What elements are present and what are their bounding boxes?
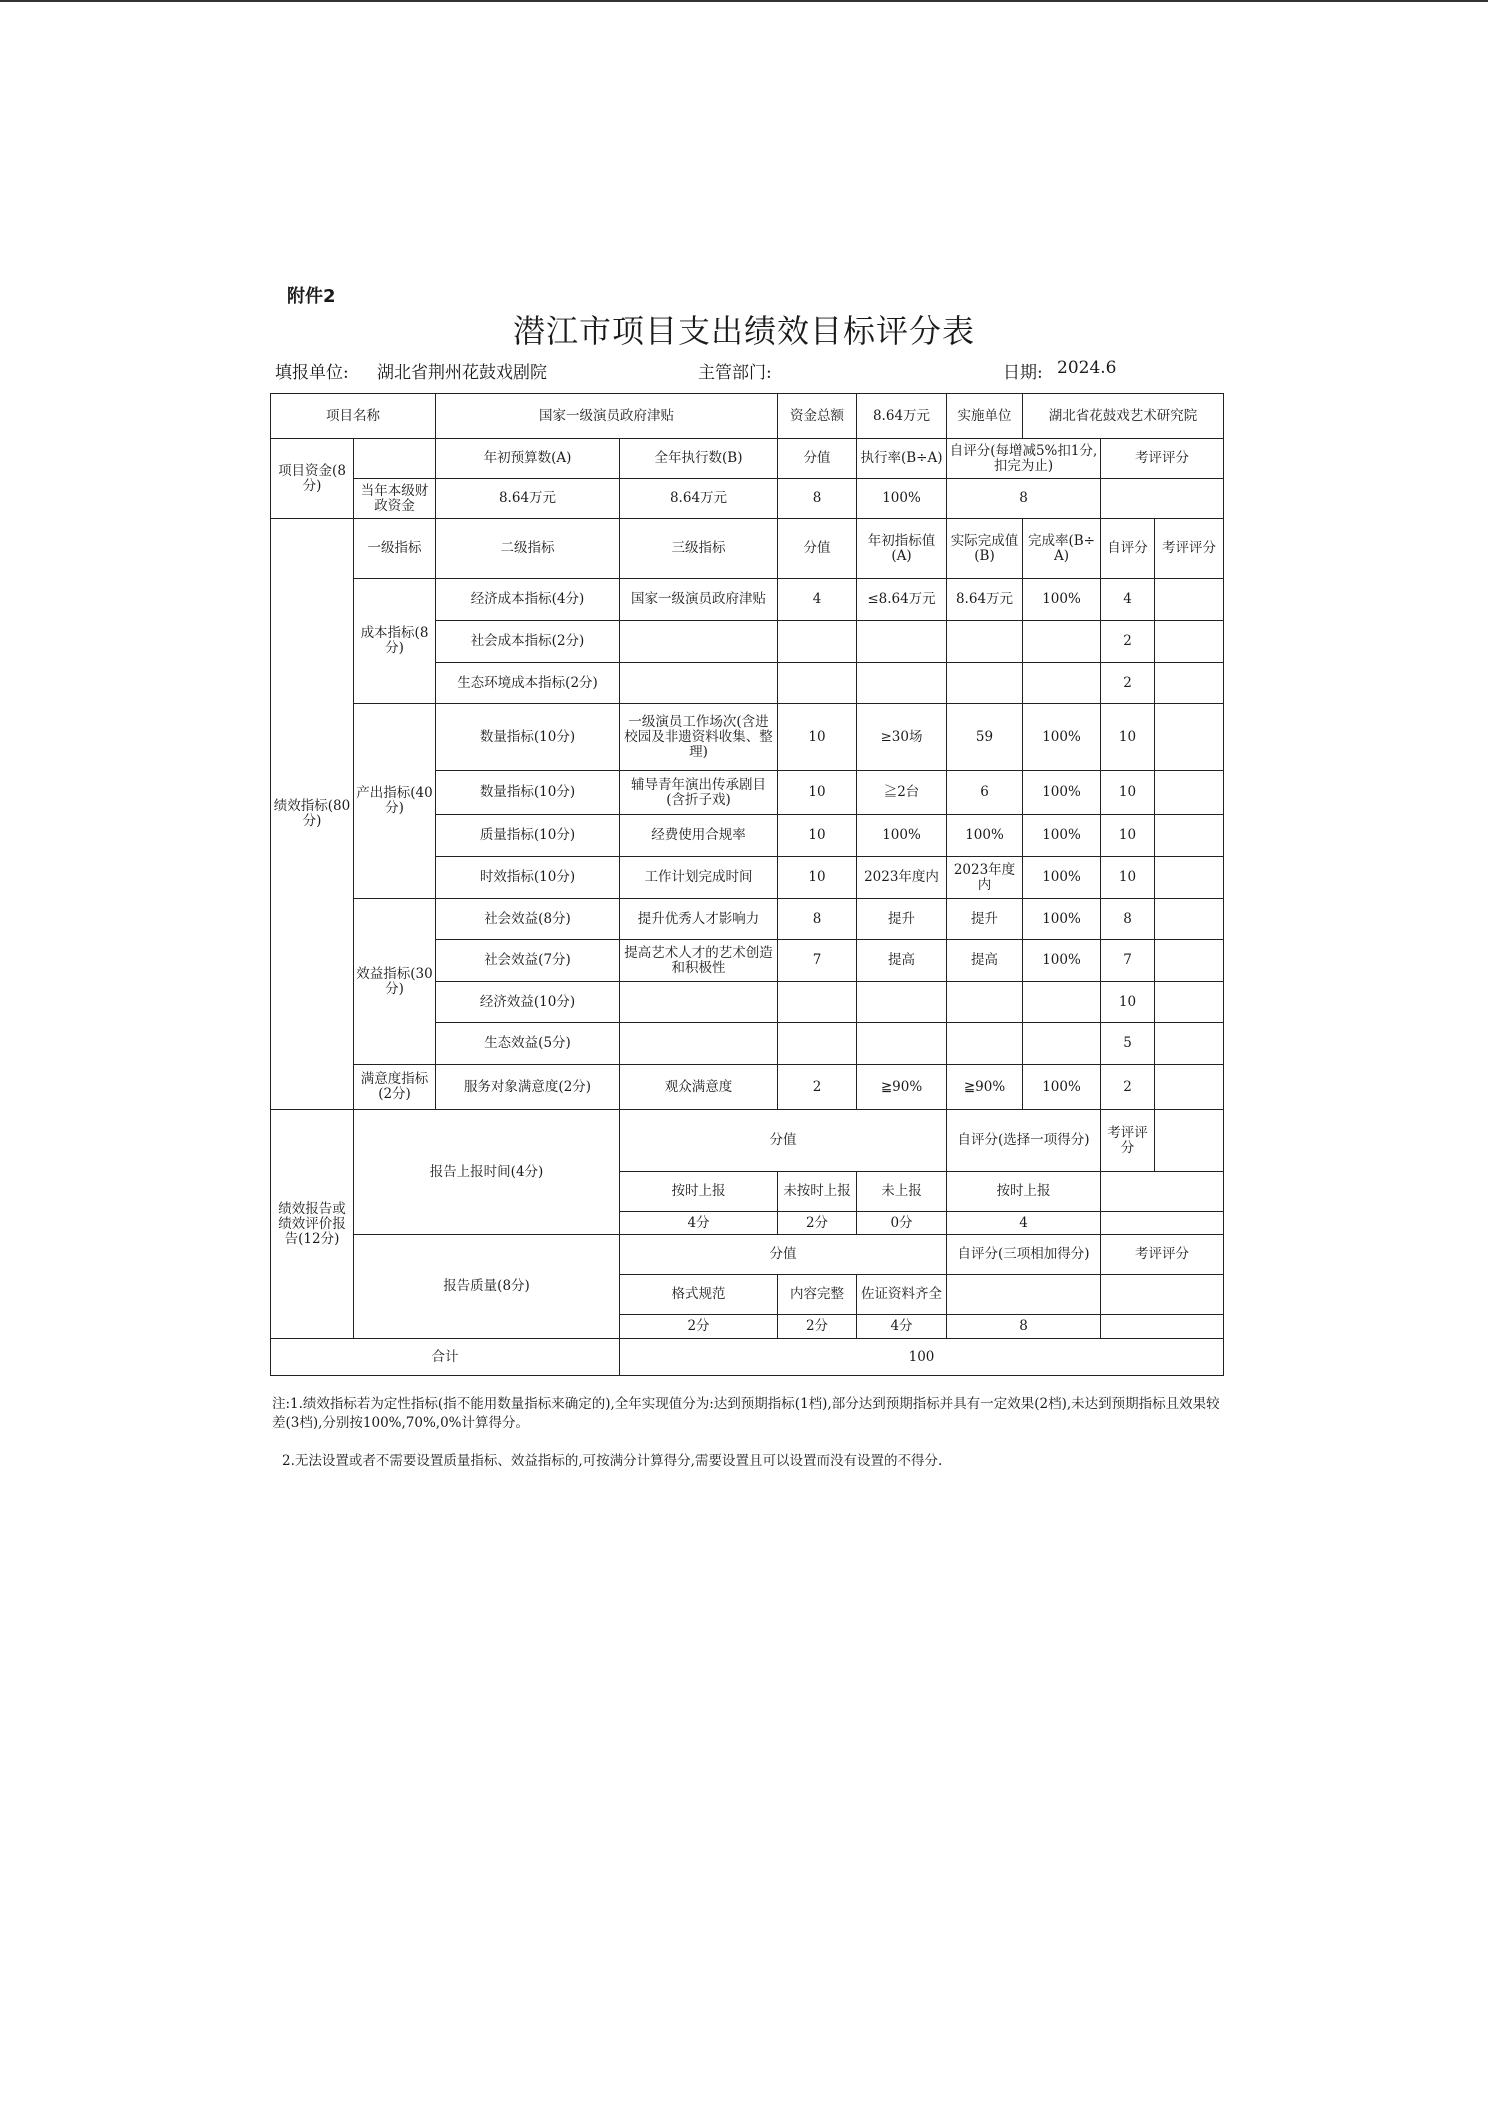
score-cell: 4 (778, 579, 857, 621)
target-cell: ≧90% (857, 1065, 947, 1110)
table-row (271, 704, 1224, 771)
review-cell (1155, 857, 1224, 899)
quality-self-score: 8 (947, 1315, 1101, 1339)
review-value (1101, 479, 1224, 519)
table-row (271, 439, 1224, 479)
dept-label: 主管部门: (698, 363, 772, 383)
empty-cell (1101, 1172, 1224, 1212)
l2-cell: 经济效益(10分) (436, 982, 620, 1023)
l2-cell: 生态效益(5分) (436, 1023, 620, 1065)
content-label: 内容完整 (778, 1275, 857, 1315)
table-row (271, 1235, 1224, 1275)
funds-row-label: 当年本级财政资金 (354, 479, 436, 519)
l2-cell: 社会成本指标(2分) (436, 621, 620, 663)
exec-value: 8.64万元 (620, 479, 778, 519)
self-cell: 10 (1101, 857, 1155, 899)
opt-on-time: 按时上报 (620, 1172, 778, 1212)
l2-cell: 经济成本指标(4分) (436, 579, 620, 621)
score-cell: 10 (778, 771, 857, 815)
score-cell: 8 (778, 899, 857, 940)
actual-cell (947, 982, 1023, 1023)
report-section-label: 绩效报告或绩效评价报告(12分) (271, 1110, 354, 1339)
score-cell (778, 621, 857, 663)
note-2: 2.无法设置或者不需要设置质量指标、效益指标的,可按满分计算得分,需要设置且可以设置而没有设置的不得分. (282, 1453, 943, 1469)
actual-cell: 提升 (947, 899, 1023, 940)
project-name-label: 项目名称 (271, 394, 436, 439)
rate-value: 100% (857, 479, 947, 519)
rate-cell (1023, 1023, 1101, 1065)
self-cell: 10 (1101, 982, 1155, 1023)
actual-cell: 6 (947, 771, 1023, 815)
score-cell: 2 (778, 1065, 857, 1110)
report-quality-label: 报告质量(8分) (354, 1235, 620, 1339)
rate-header: 完成率(B÷A) (1023, 519, 1101, 579)
rate-cell: 100% (1023, 899, 1101, 940)
review-cell (1155, 982, 1224, 1023)
unit-label: 填报单位: (275, 363, 349, 383)
review-cell (1155, 663, 1224, 704)
self-cell: 10 (1101, 771, 1155, 815)
review-cell (1155, 621, 1224, 663)
l2-cell: 服务对象满意度(2分) (436, 1065, 620, 1110)
l3-cell: 国家一级演员政府津贴 (620, 579, 778, 621)
note-1: 注:1.绩效指标若为定性指标(指不能用数量指标来确定的),全年实现值分为:达到预期指标(1档),部分达到预期指标并具有一定效果(2档),未达到预期指标且效果较差(3档),分别按100%,70%,0%计算得分。 (272, 1396, 1220, 1431)
score-cell: 10 (778, 704, 857, 771)
score-cell (778, 982, 857, 1023)
impl-unit-label: 实施单位 (947, 394, 1023, 439)
rate-cell: 100% (1023, 857, 1101, 899)
page-top-border (0, 0, 1488, 2)
score-cell (778, 1023, 857, 1065)
funds-section-label: 项目资金(8分) (271, 439, 354, 519)
target-cell (857, 663, 947, 704)
project-name-value: 国家一级演员政府津贴 (436, 394, 778, 439)
output-group-label: 产出指标(40分) (354, 704, 436, 899)
impl-unit-value: 湖北省花鼓戏艺术研究院 (1023, 394, 1224, 439)
self-cell: 2 (1101, 1065, 1155, 1110)
l2-cell: 生态环境成本指标(2分) (436, 663, 620, 704)
l2-cell: 社会效益(7分) (436, 940, 620, 982)
cost-group-label: 成本指标(8分) (354, 579, 436, 704)
target-cell: 100% (857, 815, 947, 857)
self-header: 自评分 (1101, 519, 1155, 579)
review-header: 考评评分 (1155, 519, 1224, 579)
review-cell (1155, 771, 1224, 815)
rate-cell: 100% (1023, 1065, 1101, 1110)
report-time-label: 报告上报时间(4分) (354, 1110, 620, 1235)
table-row (271, 394, 1224, 439)
evidence-score: 4分 (857, 1315, 947, 1339)
target-cell: 提升 (857, 899, 947, 940)
empty-cell (1101, 1315, 1224, 1339)
l3-cell: 工作计划完成时间 (620, 857, 778, 899)
actual-cell: 提高 (947, 940, 1023, 982)
target-cell (857, 1023, 947, 1065)
rate-cell: 100% (1023, 940, 1101, 982)
self-cell: 8 (1101, 899, 1155, 940)
self-add-header: 自评分(三项相加得分) (947, 1235, 1101, 1275)
review-header: 考评评分 (1101, 1235, 1224, 1275)
review-cell (1155, 1065, 1224, 1110)
l3-cell: 辅导青年演出传承剧目(含折子戏) (620, 771, 778, 815)
quality-score-header: 分值 (620, 1235, 947, 1275)
empty-cell (354, 439, 436, 479)
actual-cell (947, 663, 1023, 704)
actual-cell (947, 621, 1023, 663)
opt-none-score: 0分 (857, 1212, 947, 1235)
target-cell: 提高 (857, 940, 947, 982)
l3-cell: 经费使用合规率 (620, 815, 778, 857)
self-cell: 2 (1101, 663, 1155, 704)
opt-on-time-score: 4分 (620, 1212, 778, 1235)
evidence-label: 佐证资料齐全 (857, 1275, 947, 1315)
self-cell: 7 (1101, 940, 1155, 982)
content-score: 2分 (778, 1315, 857, 1339)
review-cell (1155, 815, 1224, 857)
total-value: 100 (620, 1339, 1224, 1376)
table-row (271, 1065, 1224, 1110)
self-score-value: 8 (947, 479, 1101, 519)
actual-cell: 59 (947, 704, 1023, 771)
self-cell: 10 (1101, 704, 1155, 771)
l3-cell: 提升优秀人才影响力 (620, 899, 778, 940)
time-self-score: 4 (947, 1212, 1101, 1235)
unit-value: 湖北省荆州花鼓戏剧院 (377, 363, 547, 383)
rate-cell (1023, 982, 1101, 1023)
score-header: 分值 (778, 519, 857, 579)
actual-cell: 100% (947, 815, 1023, 857)
actual-cell: 8.64万元 (947, 579, 1023, 621)
table-row (271, 519, 1224, 579)
report-score-header: 分值 (620, 1110, 947, 1172)
l2-cell: 数量指标(10分) (436, 704, 620, 771)
review-header: 考评评分 (1101, 1110, 1155, 1172)
l3-cell (620, 1023, 778, 1065)
target-cell: ≤8.64万元 (857, 579, 947, 621)
benefit-group-label: 效益指标(30分) (354, 899, 436, 1065)
review-cell (1155, 940, 1224, 982)
budget-value: 8.64万元 (436, 479, 620, 519)
self-score-header: 自评分(每增减5%扣1分,扣完为止) (947, 439, 1101, 479)
target-cell: ≥30场 (857, 704, 947, 771)
l3-cell: 提高艺术人才的艺术创造和积极性 (620, 940, 778, 982)
score-cell: 10 (778, 857, 857, 899)
budget-header: 年初预算数(A) (436, 439, 620, 479)
score-table (270, 393, 1224, 1376)
actual-cell (947, 1023, 1023, 1065)
review-cell (1155, 704, 1224, 771)
review-cell (1155, 1023, 1224, 1065)
date-value: 2024.6 (1057, 358, 1117, 378)
opt-late-score: 2分 (778, 1212, 857, 1235)
self-choose-header: 自评分(选择一项得分) (947, 1110, 1101, 1172)
self-cell: 5 (1101, 1023, 1155, 1065)
exec-header: 全年执行数(B) (620, 439, 778, 479)
score-cell: 7 (778, 940, 857, 982)
actual-header: 实际完成值(B) (947, 519, 1023, 579)
opt-late: 未按时上报 (778, 1172, 857, 1212)
rate-cell (1023, 621, 1101, 663)
table-row (271, 1339, 1224, 1376)
empty-cell (947, 1275, 1101, 1315)
l2-header: 二级指标 (436, 519, 620, 579)
empty-cell (1155, 1110, 1224, 1172)
page-title: 潜江市项目支出绩效目标评分表 (512, 312, 975, 350)
l3-header: 三级指标 (620, 519, 778, 579)
l3-cell (620, 621, 778, 663)
score-header: 分值 (778, 439, 857, 479)
l3-cell (620, 982, 778, 1023)
time-self-label: 按时上报 (947, 1172, 1101, 1212)
l3-cell: 观众满意度 (620, 1065, 778, 1110)
score-value: 8 (778, 479, 857, 519)
target-header: 年初指标值(A) (857, 519, 947, 579)
total-funds-label: 资金总额 (778, 394, 857, 439)
rate-cell (1023, 663, 1101, 704)
score-cell (778, 663, 857, 704)
rate-header: 执行率(B÷A) (857, 439, 947, 479)
l3-cell (620, 663, 778, 704)
l3-cell: 一级演员工作场次(含进校园及非遗资料收集、整理) (620, 704, 778, 771)
attachment-label: 附件2 (287, 286, 336, 307)
actual-cell: ≧90% (947, 1065, 1023, 1110)
rate-cell: 100% (1023, 704, 1101, 771)
empty-cell (1101, 1275, 1224, 1315)
table-row (271, 579, 1224, 621)
date-label: 日期: (1003, 363, 1043, 383)
format-score: 2分 (620, 1315, 778, 1339)
satis-group-label: 满意度指标(2分) (354, 1065, 436, 1110)
self-cell: 2 (1101, 621, 1155, 663)
target-cell (857, 982, 947, 1023)
l2-cell: 社会效益(8分) (436, 899, 620, 940)
score-cell: 10 (778, 815, 857, 857)
self-cell: 10 (1101, 815, 1155, 857)
total-label: 合计 (271, 1339, 620, 1376)
opt-none: 未上报 (857, 1172, 947, 1212)
actual-cell: 2023年度内 (947, 857, 1023, 899)
format-label: 格式规范 (620, 1275, 778, 1315)
table-row (271, 1110, 1224, 1172)
empty-cell (1101, 1212, 1224, 1235)
l1-header: 一级指标 (354, 519, 436, 579)
l2-cell: 时效指标(10分) (436, 857, 620, 899)
perf-section-label: 绩效指标(80分) (271, 519, 354, 1110)
table-row (271, 899, 1224, 940)
review-cell (1155, 899, 1224, 940)
total-funds-value: 8.64万元 (857, 394, 947, 439)
l2-cell: 数量指标(10分) (436, 771, 620, 815)
l2-cell: 质量指标(10分) (436, 815, 620, 857)
rate-cell: 100% (1023, 815, 1101, 857)
target-cell: ≧2台 (857, 771, 947, 815)
review-header: 考评评分 (1101, 439, 1224, 479)
target-cell: 2023年度内 (857, 857, 947, 899)
target-cell (857, 621, 947, 663)
review-cell (1155, 579, 1224, 621)
rate-cell: 100% (1023, 579, 1101, 621)
rate-cell: 100% (1023, 771, 1101, 815)
self-cell: 4 (1101, 579, 1155, 621)
table-row (271, 479, 1224, 519)
